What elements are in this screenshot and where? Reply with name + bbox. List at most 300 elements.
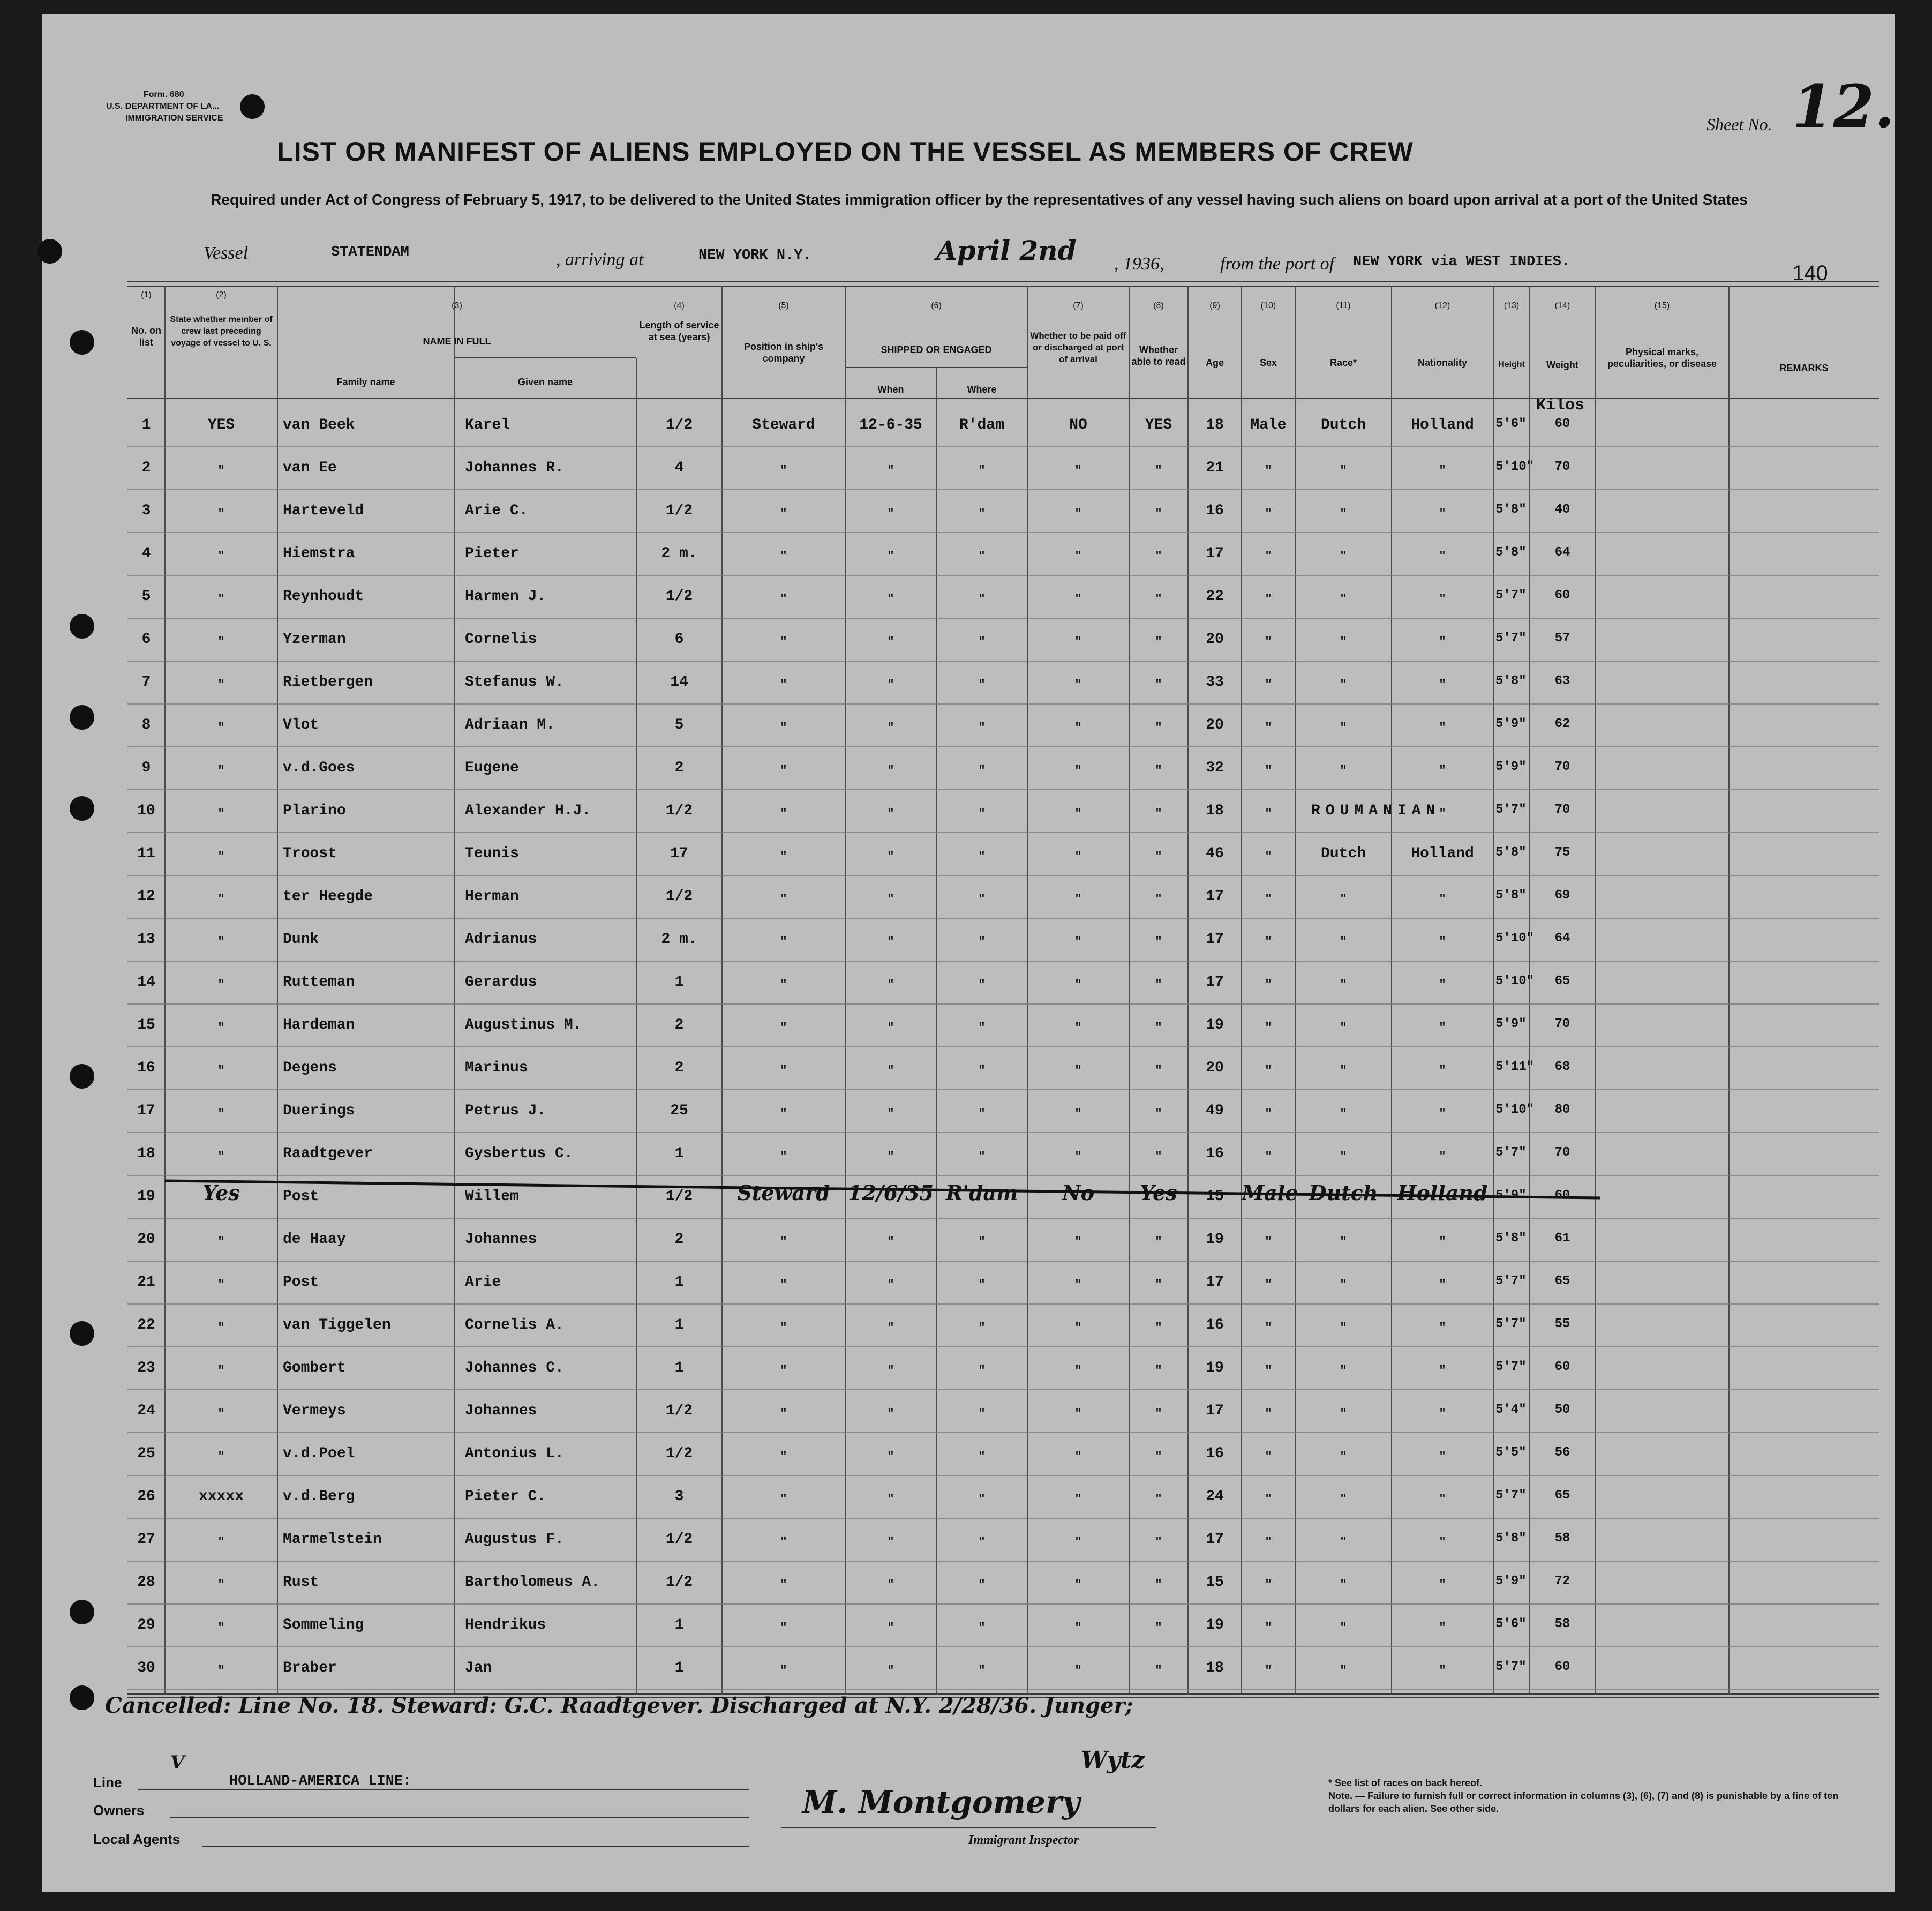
cell-given: Augustinus M. bbox=[465, 1017, 582, 1033]
col-num: (12) bbox=[1434, 301, 1450, 310]
cell-race: " bbox=[1340, 635, 1347, 649]
cell-family: Rust bbox=[283, 1574, 319, 1591]
cell-family: de Haay bbox=[283, 1231, 346, 1248]
cell-given: Augustus F. bbox=[465, 1531, 564, 1548]
cell-height: 5'7" bbox=[1495, 1274, 1527, 1288]
cell-height: 5'7" bbox=[1495, 1145, 1527, 1160]
cell-read: " bbox=[1155, 893, 1162, 906]
cell-race: " bbox=[1340, 1021, 1347, 1035]
page-stamp: 140 bbox=[1792, 261, 1828, 285]
col-num: (10) bbox=[1260, 301, 1276, 310]
cell-weight: 72 bbox=[1554, 1574, 1570, 1588]
cell-sex: " bbox=[1265, 1021, 1272, 1035]
cell-position: " bbox=[780, 764, 787, 777]
cell-weight: 75 bbox=[1554, 845, 1570, 860]
cell-height: 5'7" bbox=[1495, 1360, 1527, 1374]
cell-read: " bbox=[1155, 1235, 1162, 1249]
cell-paid: " bbox=[1074, 893, 1082, 906]
cell-race: " bbox=[1340, 978, 1347, 992]
cell-where: " bbox=[978, 935, 986, 949]
cell-when: " bbox=[887, 1278, 894, 1292]
cell-race: " bbox=[1340, 1321, 1347, 1335]
cell-sex: Male bbox=[1242, 1181, 1298, 1205]
cell-when: " bbox=[887, 1664, 894, 1677]
header-remarks: REMARKS bbox=[1779, 363, 1829, 373]
cell-read: " bbox=[1155, 1021, 1162, 1035]
cell-when: " bbox=[887, 1450, 894, 1463]
cell-nationality: Holland bbox=[1397, 1181, 1488, 1205]
cell-sex: " bbox=[1265, 1664, 1272, 1677]
cell-position: " bbox=[780, 978, 787, 992]
cell-paid: " bbox=[1074, 1278, 1082, 1292]
cell-sex: " bbox=[1265, 893, 1272, 906]
col-num: (15) bbox=[1654, 301, 1670, 310]
cell-nationality: " bbox=[1439, 721, 1446, 735]
service-name: IMMIGRATION SERVICE bbox=[125, 114, 223, 123]
cell-prev: Yes bbox=[202, 1181, 240, 1205]
cell-no: 24 bbox=[137, 1403, 155, 1419]
cell-family: Post bbox=[283, 1188, 319, 1205]
cell-service: 1/2 bbox=[665, 1531, 693, 1548]
cell-sex: " bbox=[1265, 1235, 1272, 1249]
cell-where: " bbox=[978, 807, 986, 820]
col-num: (14) bbox=[1554, 301, 1570, 310]
cancellation-note: Cancelled: Line No. 18. Steward: G.C. Raadtgever. Discharged at N.Y. 2/28/36. Junger; bbox=[105, 1693, 1133, 1718]
cell-nationality: " bbox=[1439, 1535, 1446, 1549]
cell-read: " bbox=[1155, 593, 1162, 606]
cell-nationality: " bbox=[1439, 1021, 1446, 1035]
cell-no: 21 bbox=[137, 1274, 155, 1291]
cell-height: 5'7" bbox=[1495, 1317, 1527, 1331]
cell-paid: " bbox=[1074, 1021, 1082, 1035]
cell-age: 18 bbox=[1206, 417, 1224, 433]
cell-no: 8 bbox=[141, 717, 151, 733]
cell-paid: " bbox=[1074, 978, 1082, 992]
cell-race: ROUMANIAN bbox=[1311, 803, 1441, 819]
cell-read: " bbox=[1155, 1578, 1162, 1592]
cell-race: " bbox=[1340, 1450, 1347, 1463]
cell-when: " bbox=[887, 1021, 894, 1035]
cell-weight: 80 bbox=[1554, 1103, 1570, 1117]
cell-race: Dutch bbox=[1320, 845, 1366, 862]
cell-when: 12/6/35 bbox=[848, 1181, 934, 1205]
cell-paid: " bbox=[1074, 507, 1082, 520]
cell-where: R'dam bbox=[945, 1181, 1018, 1205]
col-num: (8) bbox=[1153, 301, 1164, 310]
cell-no: 7 bbox=[141, 674, 151, 691]
cell-when: 12-6-35 bbox=[859, 417, 922, 433]
cell-where: " bbox=[978, 678, 986, 692]
cell-given: Bartholomeus A. bbox=[465, 1574, 600, 1591]
cell-height: 5'5" bbox=[1495, 1445, 1527, 1460]
cell-service: 1/2 bbox=[665, 803, 693, 819]
cell-paid: " bbox=[1074, 1364, 1082, 1377]
cell-race: " bbox=[1340, 464, 1347, 477]
cell-race: " bbox=[1340, 1150, 1347, 1163]
cell-sex: " bbox=[1265, 507, 1272, 520]
cell-when: " bbox=[887, 978, 894, 992]
cell-given: Cornelis bbox=[465, 631, 537, 648]
cell-where: " bbox=[978, 721, 986, 735]
cell-paid: " bbox=[1074, 1407, 1082, 1420]
cell-nationality: Holland bbox=[1411, 845, 1474, 862]
arrival-date: April 2nd bbox=[936, 235, 1077, 266]
cell-no: 4 bbox=[141, 545, 151, 562]
cell-family: van Beek bbox=[283, 417, 355, 433]
cell-family: ter Heegde bbox=[283, 888, 373, 905]
cell-position: " bbox=[780, 464, 787, 477]
cell-age: 20 bbox=[1206, 717, 1224, 733]
cell-where: R'dam bbox=[959, 417, 1004, 433]
department-name: U.S. DEPARTMENT OF LA... bbox=[106, 102, 220, 111]
cell-weight: 60 bbox=[1554, 1660, 1570, 1674]
cell-nationality: " bbox=[1439, 935, 1446, 949]
cell-family: Rutteman bbox=[283, 974, 355, 991]
cell-weight: 63 bbox=[1554, 674, 1570, 688]
cell-weight: 60 bbox=[1554, 588, 1570, 603]
cell-no: 18 bbox=[137, 1145, 155, 1162]
cell-given: Willem bbox=[465, 1188, 519, 1205]
cell-read: " bbox=[1155, 1064, 1162, 1077]
cell-paid: No bbox=[1062, 1181, 1095, 1205]
cell-position: " bbox=[780, 1235, 787, 1249]
cell-paid: " bbox=[1074, 464, 1082, 477]
col-num: (6) bbox=[931, 301, 942, 310]
cell-sex: " bbox=[1265, 1535, 1272, 1549]
manifest-sheet bbox=[42, 14, 1895, 1892]
cell-sex: " bbox=[1265, 1064, 1272, 1077]
cell-position: " bbox=[780, 678, 787, 692]
cell-read: " bbox=[1155, 935, 1162, 949]
cell-race: " bbox=[1340, 678, 1347, 692]
cell-prev: " bbox=[217, 893, 225, 906]
cell-age: 32 bbox=[1206, 760, 1224, 776]
cell-height: 5'8" bbox=[1495, 845, 1527, 860]
cell-height: 5'9" bbox=[1495, 1017, 1527, 1031]
cell-service: 1 bbox=[674, 1660, 684, 1676]
cell-given: Petrus J. bbox=[465, 1103, 546, 1119]
cell-service: 3 bbox=[674, 1488, 684, 1505]
cell-paid: " bbox=[1074, 1535, 1082, 1549]
cell-age: 46 bbox=[1206, 845, 1224, 862]
cell-nationality: " bbox=[1439, 1578, 1446, 1592]
cell-sex: Male bbox=[1250, 417, 1287, 433]
header-height: Height bbox=[1498, 360, 1525, 369]
cell-where: " bbox=[978, 593, 986, 606]
header-prev-voyage: State whether member of crew last preceding voyage of vessel to U. S. bbox=[170, 315, 273, 348]
cell-no: 5 bbox=[141, 588, 151, 605]
inspector-label: Immigrant Inspector bbox=[968, 1833, 1079, 1847]
cell-when: " bbox=[887, 507, 894, 520]
cell-sex: " bbox=[1265, 1107, 1272, 1120]
cell-nationality: " bbox=[1439, 1621, 1446, 1635]
cell-nationality: " bbox=[1439, 550, 1446, 563]
cell-given: Antonius L. bbox=[465, 1445, 564, 1462]
cell-given: Adriaan M. bbox=[465, 717, 555, 733]
header-family: Family name bbox=[336, 377, 395, 387]
cell-family: Degens bbox=[283, 1060, 337, 1076]
cell-read: " bbox=[1155, 807, 1162, 820]
cell-position: Steward bbox=[752, 417, 815, 433]
cell-weight: 60 bbox=[1554, 417, 1570, 431]
cell-prev: " bbox=[217, 1235, 225, 1249]
cell-when: " bbox=[887, 1107, 894, 1120]
cell-age: 16 bbox=[1206, 503, 1224, 519]
cell-position: " bbox=[780, 593, 787, 606]
cell-nationality: " bbox=[1439, 807, 1446, 820]
cell-nationality: " bbox=[1439, 764, 1446, 777]
cell-paid: " bbox=[1074, 721, 1082, 735]
cell-given: Eugene bbox=[465, 760, 519, 776]
cell-height: 5'7" bbox=[1495, 803, 1527, 817]
cell-sex: " bbox=[1265, 1278, 1272, 1292]
cell-position: " bbox=[780, 1664, 787, 1677]
cell-age: 19 bbox=[1206, 1231, 1224, 1248]
cell-nationality: " bbox=[1439, 1321, 1446, 1335]
cell-family: Dunk bbox=[283, 931, 319, 948]
header-given: Given name bbox=[517, 377, 573, 387]
cell-age: 20 bbox=[1206, 1060, 1224, 1076]
cell-no: 30 bbox=[137, 1660, 155, 1676]
cell-when: " bbox=[887, 850, 894, 863]
cell-no: 13 bbox=[137, 931, 155, 948]
cell-height: 5'9" bbox=[1495, 1574, 1527, 1588]
cell-where: " bbox=[978, 464, 986, 477]
cell-service: 1/2 bbox=[665, 417, 693, 433]
cell-prev: " bbox=[217, 935, 225, 949]
cell-paid: " bbox=[1074, 1321, 1082, 1335]
cell-race: " bbox=[1340, 1407, 1347, 1420]
cell-given: Pieter C. bbox=[465, 1488, 546, 1505]
cell-family: Yzerman bbox=[283, 631, 346, 648]
cell-when: " bbox=[887, 464, 894, 477]
cell-race: " bbox=[1340, 1064, 1347, 1077]
cell-given: Pieter bbox=[465, 545, 519, 562]
cell-when: " bbox=[887, 550, 894, 563]
cell-sex: " bbox=[1265, 935, 1272, 949]
cell-given: Hendrikus bbox=[465, 1617, 546, 1633]
cell-where: " bbox=[978, 1321, 986, 1335]
cell-age: 49 bbox=[1206, 1103, 1224, 1119]
cell-service: 2 m. bbox=[661, 931, 697, 948]
cell-service: 2 bbox=[674, 1060, 684, 1076]
cell-sex: " bbox=[1265, 850, 1272, 863]
cell-where: " bbox=[978, 1064, 986, 1077]
cell-when: " bbox=[887, 1578, 894, 1592]
col-num: (13) bbox=[1503, 301, 1520, 310]
cell-family: Raadtgever bbox=[283, 1145, 373, 1162]
cell-height: 5'8" bbox=[1495, 674, 1527, 688]
cell-family: Gombert bbox=[283, 1360, 346, 1376]
cell-given: Cornelis A. bbox=[465, 1317, 564, 1333]
cell-nationality: " bbox=[1439, 1364, 1446, 1377]
cell-paid: " bbox=[1074, 1150, 1082, 1163]
cell-prev: " bbox=[217, 1578, 225, 1592]
cell-prev: " bbox=[217, 1021, 225, 1035]
cell-sex: " bbox=[1265, 1150, 1272, 1163]
cell-height: 5'8" bbox=[1495, 1531, 1527, 1546]
cell-nationality: " bbox=[1439, 1493, 1446, 1506]
cell-paid: " bbox=[1074, 593, 1082, 606]
cell-read: " bbox=[1155, 678, 1162, 692]
cell-where: " bbox=[978, 978, 986, 992]
cell-prev: YES bbox=[207, 417, 235, 433]
cell-service: 1/2 bbox=[665, 588, 693, 605]
cell-age: 18 bbox=[1206, 1660, 1224, 1676]
cell-position: " bbox=[780, 550, 787, 563]
cell-height: 5'6" bbox=[1495, 417, 1527, 431]
cell-read: " bbox=[1155, 1407, 1162, 1420]
cell-where: " bbox=[978, 1621, 986, 1635]
header-sex: Sex bbox=[1259, 357, 1277, 368]
cell-nationality: Holland bbox=[1411, 417, 1474, 433]
cell-sex: " bbox=[1265, 978, 1272, 992]
cell-height: 5'10" bbox=[1495, 931, 1535, 946]
inspector-signature: M. Montgomery bbox=[802, 1784, 1080, 1820]
cell-family: Marmelstein bbox=[283, 1531, 382, 1548]
cell-service: 1/2 bbox=[665, 888, 693, 905]
cell-nationality: " bbox=[1439, 1150, 1446, 1163]
cell-sex: " bbox=[1265, 721, 1272, 735]
cell-service: 25 bbox=[670, 1103, 688, 1119]
cell-position: " bbox=[780, 1364, 787, 1377]
cell-position: " bbox=[780, 1535, 787, 1549]
cell-service: 2 bbox=[674, 760, 684, 776]
cell-family: Duerings bbox=[283, 1103, 355, 1119]
cell-prev: " bbox=[217, 1150, 225, 1163]
cell-family: Harteveld bbox=[283, 503, 364, 519]
col-num: (2) bbox=[216, 290, 227, 299]
cell-age: 17 bbox=[1206, 1274, 1224, 1291]
cell-weight: 58 bbox=[1554, 1617, 1570, 1631]
cell-no: 11 bbox=[137, 845, 155, 862]
cell-height: 5'8" bbox=[1495, 545, 1527, 560]
cell-family: Hiemstra bbox=[283, 545, 355, 562]
cell-position: " bbox=[780, 893, 787, 906]
cell-no: 1 bbox=[141, 417, 151, 433]
cell-family: Post bbox=[283, 1274, 319, 1291]
cell-race: Dutch bbox=[1309, 1181, 1378, 1205]
cell-paid: " bbox=[1074, 1621, 1082, 1635]
cell-service: 2 bbox=[674, 1231, 684, 1248]
cell-height: 5'9" bbox=[1495, 1188, 1527, 1203]
cell-no: 23 bbox=[137, 1360, 155, 1376]
weight-unit: Kilos bbox=[1536, 396, 1585, 415]
cell-sex: " bbox=[1265, 1407, 1272, 1420]
cell-position: " bbox=[780, 1621, 787, 1635]
cell-paid: " bbox=[1074, 635, 1082, 649]
cell-height: 5'8" bbox=[1495, 888, 1527, 903]
cell-height: 5'4" bbox=[1495, 1403, 1527, 1417]
cell-given: Adrianus bbox=[465, 931, 537, 948]
cell-age: 17 bbox=[1206, 545, 1224, 562]
header-paid-off: Whether to be paid off or discharged at port of arrival bbox=[1030, 331, 1126, 364]
cell-read: " bbox=[1155, 1364, 1162, 1377]
cell-weight: 69 bbox=[1554, 888, 1570, 903]
cell-nationality: " bbox=[1439, 1064, 1446, 1077]
cell-position: " bbox=[780, 1321, 787, 1335]
cell-paid: " bbox=[1074, 807, 1082, 820]
cell-race: " bbox=[1340, 1235, 1347, 1249]
cell-given: Johannes bbox=[465, 1403, 537, 1419]
cell-read: " bbox=[1155, 1493, 1162, 1506]
cell-prev: " bbox=[217, 593, 225, 606]
cell-no: 20 bbox=[137, 1231, 155, 1248]
form-number: Form. 680 bbox=[144, 90, 184, 99]
owners-label: Owners bbox=[93, 1802, 145, 1818]
cell-height: 5'7" bbox=[1495, 1488, 1527, 1503]
header-race: Race* bbox=[1329, 357, 1357, 368]
cell-paid: " bbox=[1074, 1664, 1082, 1677]
cell-when: " bbox=[887, 1150, 894, 1163]
cell-service: 1 bbox=[674, 1145, 684, 1162]
cell-service: 4 bbox=[674, 460, 684, 476]
cell-when: " bbox=[887, 893, 894, 906]
col-num: (4) bbox=[674, 301, 685, 310]
cell-no: 19 bbox=[137, 1188, 155, 1205]
cell-age: 19 bbox=[1206, 1617, 1224, 1633]
cell-no: 29 bbox=[137, 1617, 155, 1633]
vessel-name: STATENDAM bbox=[331, 244, 409, 260]
cell-family: Plarino bbox=[283, 803, 346, 819]
cell-position: " bbox=[780, 1493, 787, 1506]
footer-notes bbox=[1328, 1777, 1843, 1815]
cell-age: 15 bbox=[1206, 1574, 1224, 1591]
cell-position: Steward bbox=[737, 1181, 830, 1205]
cell-service: 5 bbox=[674, 717, 684, 733]
page-subtitle: Required under Act of Congress of February 5, 1917, to be delivered to the United States immigration officer by the representatives of any vessel having such aliens on board upon arrival at a port of the United States bbox=[211, 191, 1748, 208]
races-note: * See list of races on back hereof. bbox=[1328, 1778, 1483, 1788]
cell-race: " bbox=[1340, 507, 1347, 520]
cell-read: Yes bbox=[1140, 1181, 1177, 1205]
cell-no: 9 bbox=[141, 760, 151, 776]
cell-paid: " bbox=[1074, 1450, 1082, 1463]
cell-when: " bbox=[887, 635, 894, 649]
col-num: (5) bbox=[778, 301, 789, 310]
cell-prev: " bbox=[217, 1364, 225, 1377]
cell-family: van Ee bbox=[283, 460, 337, 476]
cell-where: " bbox=[978, 1493, 986, 1506]
cell-where: " bbox=[978, 1278, 986, 1292]
header-weight: Weight bbox=[1546, 359, 1578, 370]
cell-given: Harmen J. bbox=[465, 588, 546, 605]
cell-read: " bbox=[1155, 635, 1162, 649]
cell-weight: 70 bbox=[1554, 760, 1570, 774]
inspector-initials: Wytz bbox=[1081, 1747, 1145, 1774]
cell-service: 6 bbox=[674, 631, 684, 648]
header-nationality: Nationality bbox=[1417, 357, 1467, 368]
cell-read: " bbox=[1155, 1107, 1162, 1120]
header-position: Position in ship's company bbox=[743, 341, 824, 364]
cell-weight: 58 bbox=[1554, 1531, 1570, 1546]
cell-no: 10 bbox=[137, 803, 155, 819]
cell-nationality: " bbox=[1439, 678, 1446, 692]
cell-read: " bbox=[1155, 1664, 1162, 1677]
cell-family: Reynhoudt bbox=[283, 588, 364, 605]
cell-age: 18 bbox=[1206, 803, 1224, 819]
cell-no: 22 bbox=[137, 1317, 155, 1333]
cell-sex: " bbox=[1265, 635, 1272, 649]
cell-service: 1/2 bbox=[665, 1403, 693, 1419]
cell-position: " bbox=[780, 1278, 787, 1292]
cell-age: 16 bbox=[1206, 1445, 1224, 1462]
cell-when: " bbox=[887, 678, 894, 692]
cell-where: " bbox=[978, 1664, 986, 1677]
cell-service: 1 bbox=[674, 1317, 684, 1333]
cell-prev: " bbox=[217, 635, 225, 649]
cell-paid: " bbox=[1074, 1578, 1082, 1592]
cell-race: " bbox=[1340, 1278, 1347, 1292]
